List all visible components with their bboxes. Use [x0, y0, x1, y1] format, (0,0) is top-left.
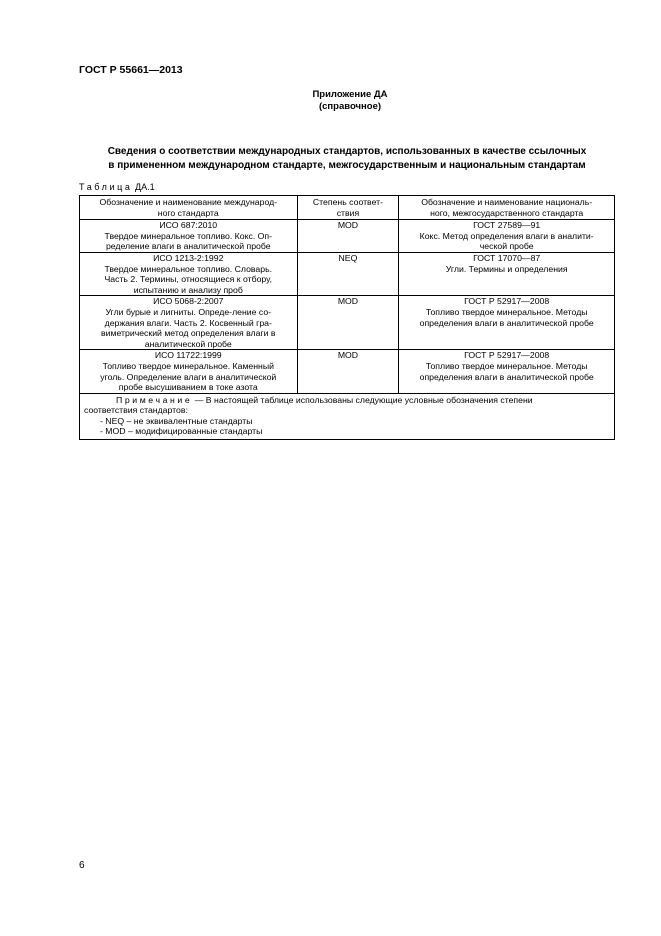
header-line: Обозначение и наименование националь-: [421, 197, 593, 207]
cell-line: Кокс. Метод определения влаги в аналити-: [419, 230, 594, 241]
table-row: [80, 220, 615, 253]
table-row: [80, 252, 615, 295]
note-label: Примечание: [116, 394, 193, 405]
header-degree-of-correspondence: [297, 196, 399, 220]
cell-line: Твердое минеральное топливо. Словарь.: [104, 263, 273, 274]
header-line: Обозначение и наименование международ-: [99, 197, 278, 207]
cell-line: испытанию и анализу проб: [133, 284, 243, 295]
cell-line: Топливо твердое минеральное. Методы: [425, 306, 588, 317]
table-caption: [79, 182, 155, 192]
cell-national-standard: [399, 296, 615, 350]
cell-line: ИСО 5068-2:2007: [153, 296, 224, 307]
header-line: ствия: [336, 207, 360, 218]
header-national-standard: [399, 196, 615, 220]
cell-line: Часть 2. Термины, относящиеся к отбору,: [104, 274, 273, 285]
cell-degree: MOD: [297, 350, 399, 393]
table-row: [80, 296, 615, 350]
cell-line: ГОСТ 17070—87: [473, 252, 541, 263]
table-caption-word: Таблица: [79, 182, 133, 192]
cell-line: ГОСТ Р 52917—2008: [464, 350, 550, 361]
cell-line: держания влаги. Часть 2. Косвенный гра-: [104, 317, 272, 328]
cell-line: пробе высушиванием в токе азота: [118, 382, 258, 393]
table-note: [80, 393, 615, 439]
cell-international-standard: [80, 296, 298, 350]
cell-degree: MOD: [297, 296, 399, 350]
header-international-standard: [80, 196, 298, 220]
section-title-line: Сведения о соответствии международных стандартов, использованных в качестве ссылочных: [107, 146, 587, 157]
annex-title: Приложение ДА: [312, 89, 388, 100]
annex-subtitle: (справочное): [318, 101, 382, 112]
cell-line: ГОСТ 27589—91: [473, 220, 541, 231]
header-line: ного, межгосударственного стандарта: [430, 207, 584, 218]
cell-international-standard: [80, 220, 298, 253]
cell-line: определения влаги в аналитической пробе: [419, 371, 594, 382]
cell-degree: MOD: [297, 220, 399, 253]
cell-international-standard: [80, 252, 298, 295]
page-number: 6: [79, 860, 85, 871]
cell-national-standard: [399, 220, 615, 253]
cell-degree: NEQ: [297, 252, 399, 295]
cell-line: Топливо твердое минеральное. Каменный: [102, 360, 274, 371]
cell-line: ческой пробе: [479, 241, 534, 252]
header-line: ного стандарта: [157, 207, 219, 218]
cell-line: определения влаги в аналитической пробе: [419, 317, 594, 328]
note-first-line: [84, 395, 610, 406]
cell-line: ИСО 1213-2:1992: [153, 252, 224, 263]
note-text-continued: соответствия стандартов:: [84, 405, 188, 416]
cell-line: аналитической пробе: [144, 338, 232, 349]
cell-line: ИСО 687:2010: [159, 220, 218, 231]
cell-line: ИСО 11722:1999: [154, 350, 222, 361]
header-line: Степень соответ-: [312, 197, 383, 207]
cell-line: ГОСТ Р 52917—2008: [464, 296, 550, 307]
note-item: - MOD – модифицированные стандарты: [100, 426, 263, 437]
cell-international-standard: [80, 350, 298, 393]
annex-heading: [300, 89, 400, 113]
cell-line: Топливо твердое минеральное. Методы: [425, 360, 588, 371]
cell-national-standard: [399, 350, 615, 393]
cell-national-standard: [399, 252, 615, 295]
cell-line: ределение влаги в аналитической пробе: [105, 241, 271, 252]
table-header-row: [80, 196, 615, 220]
cell-line: виметрический метод определения влаги в: [101, 328, 276, 339]
cell-line: Угли. Термины и определения: [445, 263, 568, 274]
cell-line: уголь. Определение влаги в аналитической: [100, 371, 277, 382]
note-text: — В настоящей таблице использованы следующие условные обозначения степени: [192, 394, 533, 405]
standards-correspondence-table: [79, 195, 615, 440]
cell-line: Твердое минеральное топливо. Кокс. Оп-: [104, 230, 273, 241]
table-caption-number: ДА.1: [132, 182, 155, 192]
table-note-row: [80, 393, 615, 439]
standard-code: ГОСТ Р 55661—2013: [79, 64, 183, 76]
cell-line: Угли бурые и лигниты. Опреде-ление со-: [105, 306, 272, 317]
table-row: [80, 350, 615, 393]
section-title: [79, 145, 615, 173]
note-item: - NEQ – не эквивалентные стандарты: [100, 415, 253, 426]
section-title-line: в примененном международном стандарте, межгосударственным и национальным стандартам: [108, 160, 586, 171]
